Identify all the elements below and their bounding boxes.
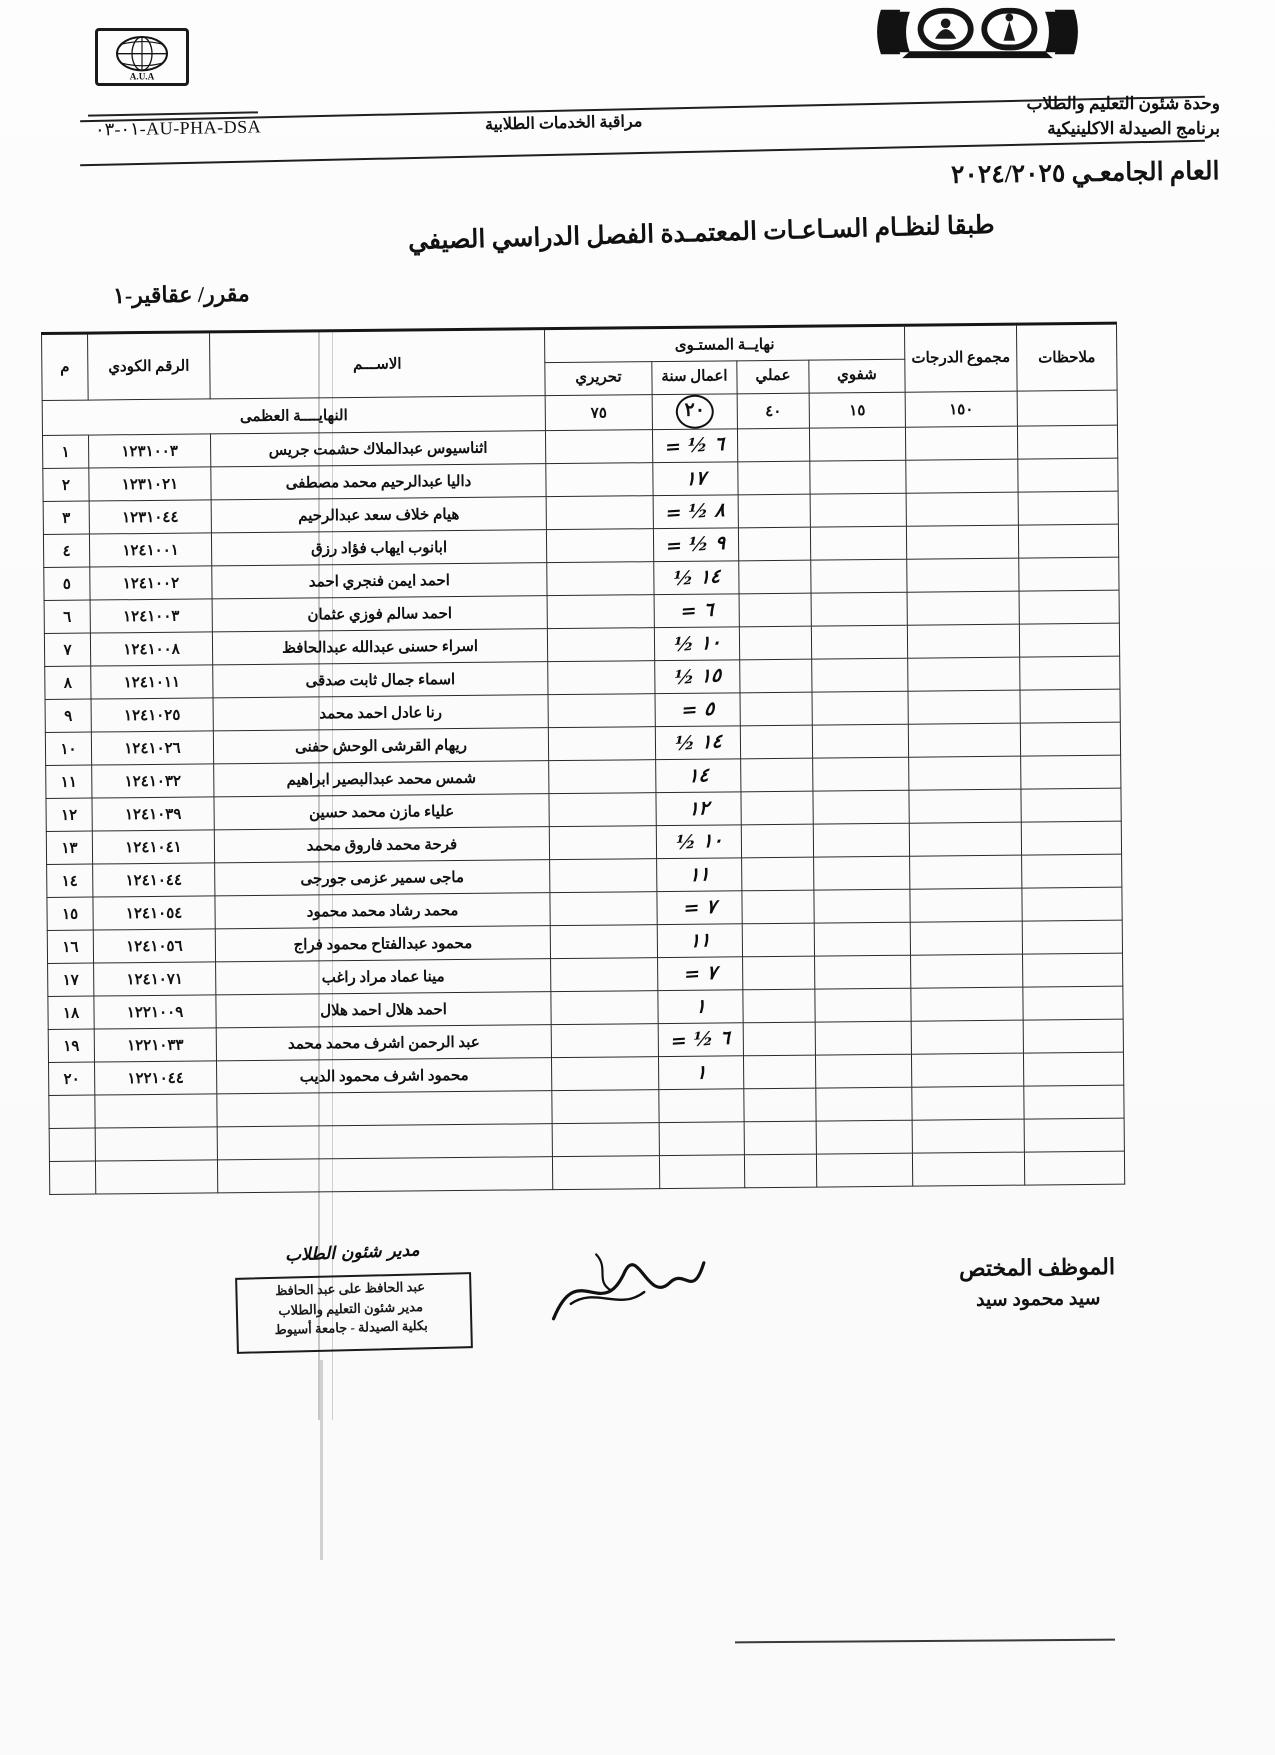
footer-rule	[735, 1639, 1115, 1644]
cell-oral	[813, 790, 909, 824]
cell-written	[546, 463, 653, 497]
handwritten-mark: ١٠ ½	[673, 631, 721, 657]
cell-total	[909, 822, 1021, 856]
cell-empty	[217, 1157, 552, 1193]
cell-empty	[912, 1086, 1024, 1120]
cell-empty	[1024, 1118, 1124, 1152]
cell-total	[911, 987, 1023, 1021]
cell-name: شمس محمد عبدالبصير ابراهيم	[214, 761, 549, 797]
cell-practical	[743, 989, 815, 1023]
cell-practical	[740, 725, 812, 759]
cell-oral	[814, 922, 910, 956]
table-body	[42, 390, 1125, 1194]
col-notes: ملاحظات	[1016, 323, 1117, 391]
cell-notes	[1021, 821, 1121, 855]
doc-code-underline	[88, 111, 258, 116]
cell-practical	[743, 1022, 815, 1056]
cell-practical	[741, 791, 813, 825]
cell-practical	[738, 494, 810, 528]
handwritten-mark: ٧ =	[683, 961, 718, 986]
cell-name: محمود عبدالفتاح محمود فراج	[215, 926, 550, 962]
cell-empty	[1024, 1085, 1124, 1119]
cell-oral	[810, 493, 906, 527]
handwritten-mark: ١٢	[687, 797, 710, 821]
cell-total	[906, 492, 1018, 526]
cell-empty	[659, 1089, 744, 1123]
cell-oral	[810, 526, 906, 560]
table-head	[42, 323, 1118, 400]
cell-code: ١٢٤١٠٢٥	[91, 698, 213, 732]
stamp-line-1: عبد الحافظ على عبد الحافظ	[274, 1278, 426, 1299]
issuing-unit	[1027, 92, 1220, 141]
cell-written	[549, 760, 656, 794]
cell-total	[908, 723, 1020, 757]
cell-yearwork	[658, 1056, 743, 1090]
handwritten-mark: ٥ =	[680, 697, 715, 722]
cell-written	[549, 826, 656, 860]
cell-yearwork	[654, 594, 739, 628]
cell-written	[550, 892, 657, 926]
svg-text:A.U.A: A.U.A	[129, 71, 155, 82]
cell-notes	[1019, 557, 1119, 591]
cell-empty	[49, 1128, 95, 1161]
cell-code: ١٢٤١٠٠٣	[90, 599, 212, 633]
cell-serial: ١٦	[47, 930, 93, 963]
cell-yearwork	[652, 429, 737, 463]
cell-code: ١٢٤١٠٥٦	[93, 929, 215, 963]
cell-code: ١٢٢١٠٤٤	[95, 1061, 217, 1095]
cell-name: احمد ايمن فنجري احمد	[212, 563, 547, 599]
cell-name: فرحة محمد فاروق محمد	[214, 827, 549, 863]
cell-serial: ١٠	[45, 732, 91, 765]
university-emblem	[870, 4, 1085, 60]
cell-empty	[95, 1127, 217, 1161]
cell-oral	[812, 724, 908, 758]
cell-empty	[744, 1121, 816, 1155]
cell-name: هيام خلاف سعد عبدالرحيم	[211, 497, 546, 533]
officer-name: سيد محمود سيد	[975, 1288, 1101, 1311]
cell-oral	[815, 1054, 911, 1088]
cell-yearwork	[657, 924, 742, 958]
cell-notes	[1017, 425, 1117, 459]
cell-oral	[811, 592, 907, 626]
unit-line-2: برنامج الصيدلة الاكلينيكية	[1047, 118, 1220, 138]
official-stamp	[217, 1251, 485, 1353]
handwritten-mark: ٨ ½ =	[665, 498, 726, 525]
unit-line-1: وحدة شئون التعليم والطلاب	[1026, 94, 1220, 113]
cell-written	[546, 529, 653, 563]
cell-notes	[1018, 458, 1118, 492]
cell-code: ١٢٤١٠٤١	[92, 830, 214, 864]
cell-empty	[552, 1156, 659, 1190]
cell-serial: ٢	[43, 468, 89, 501]
cell-notes	[1019, 623, 1119, 657]
cell-practical	[738, 461, 810, 495]
cell-total	[906, 459, 1018, 493]
cell-yearwork	[657, 891, 742, 925]
cell-name: ابانوب ايهاب فؤاد رزق	[211, 530, 546, 566]
cell-yearwork	[656, 759, 741, 793]
cell-written	[548, 661, 655, 695]
cell-notes	[1022, 887, 1122, 921]
cell-empty	[659, 1155, 744, 1189]
cell-code: ١٢٢١٠٠٩	[94, 995, 216, 1029]
officer-title: الموظف المختص	[958, 1254, 1116, 1281]
header-row-1	[42, 323, 1117, 367]
handwritten-mark: ١	[695, 1061, 707, 1085]
cell-oral	[815, 988, 911, 1022]
cell-written	[548, 727, 655, 761]
academic-year-label: العام الجامعـي	[1071, 158, 1221, 188]
cell-yearwork	[654, 561, 739, 595]
cell-yearwork	[653, 495, 738, 529]
document-code: AU-PHA-DSA-٠١-٠٣	[94, 116, 262, 140]
cell-serial: ٣	[43, 501, 89, 534]
cell-total	[910, 888, 1022, 922]
cell-name: اسراء حسنى عبدالله عبدالحافظ	[212, 629, 547, 665]
cell-yearwork	[656, 825, 741, 859]
stamp-line-3: بكلية الصيدلة - جامعة أسيوط	[274, 1317, 428, 1338]
cell-notes	[1018, 524, 1118, 558]
cell-oral	[814, 889, 910, 923]
cell-notes	[1019, 590, 1119, 624]
cell-notes	[1018, 491, 1118, 525]
cell-practical	[743, 956, 815, 990]
handwritten-mark: ١٤ ½	[672, 565, 721, 591]
cell-oral	[811, 625, 907, 659]
cell-written	[548, 694, 655, 728]
cell-code: ١٢٤١٠٢٦	[91, 731, 213, 765]
cell-yearwork	[658, 1023, 743, 1057]
cell-practical	[742, 923, 814, 957]
cell-written	[551, 1057, 658, 1091]
cell-oral	[814, 856, 910, 890]
page-title: طبقا لنظـام السـاعـات المعتمـدة الفصل الدراسي الصيفي	[408, 211, 996, 256]
cell-notes	[1021, 755, 1121, 789]
max-total: ١٥٠	[905, 391, 1017, 427]
cell-total	[908, 690, 1020, 724]
academic-year	[951, 156, 1220, 190]
cell-code: ١٢٤١٠٠٨	[90, 632, 212, 666]
cell-serial: ١١	[46, 765, 92, 798]
cell-code: ١٢٣١٠٤٤	[89, 500, 211, 534]
col-total: مجموع الدرجات	[904, 324, 1017, 392]
cell-practical	[740, 692, 812, 726]
cell-total	[907, 591, 1019, 625]
cell-code: ١٢٤١٠٣٢	[92, 764, 214, 798]
cell-yearwork	[656, 792, 741, 826]
cell-empty	[217, 1091, 552, 1127]
cell-serial: ٦	[44, 600, 90, 633]
cell-notes	[1020, 722, 1120, 756]
col-written: تحريري	[545, 362, 652, 396]
handwritten-mark: ٩ ½ =	[666, 531, 727, 558]
cell-name: محمود اشرف محمود الديب	[217, 1058, 552, 1094]
cell-serial: ١٩	[48, 1029, 94, 1062]
cell-oral	[813, 757, 909, 791]
col-oral: شفوي	[809, 359, 905, 393]
cell-oral	[811, 559, 907, 593]
col-practical: عملي	[737, 360, 809, 394]
cell-code: ١٢٤١٠١١	[91, 665, 213, 699]
handwritten-mark: ١١	[689, 929, 711, 953]
cell-yearwork	[653, 528, 738, 562]
handwritten-mark: ١١	[688, 863, 710, 887]
cell-empty	[1024, 1151, 1124, 1185]
cell-code: ١٢٣١٠٠٣	[88, 434, 210, 468]
handwritten-mark: ١٥ ½	[673, 664, 722, 690]
cell-serial: ١٧	[48, 963, 94, 996]
cell-written	[546, 496, 653, 530]
cell-written	[550, 859, 657, 893]
cell-yearwork	[654, 627, 739, 661]
handwritten-mark: ٦ =	[679, 598, 714, 623]
cell-name: علياء مازن محمد حسين	[214, 794, 549, 830]
cell-code: ١٢٤١٠٤٤	[93, 863, 215, 897]
cell-code: ١٢٣١٠٢١	[89, 467, 211, 501]
cell-empty	[744, 1088, 816, 1122]
cell-total	[907, 558, 1019, 592]
cell-total	[910, 855, 1022, 889]
cell-total	[911, 1020, 1023, 1054]
cell-name: ريهام القرشى الوحش حفنى	[213, 728, 548, 764]
cell-name: احمد هلال احمد هلال	[216, 992, 551, 1028]
cell-yearwork	[658, 957, 743, 991]
cell-serial: ١	[42, 435, 88, 468]
cell-written	[547, 628, 654, 662]
cell-notes	[1022, 854, 1122, 888]
cell-practical	[741, 824, 813, 858]
cell-yearwork	[653, 462, 738, 496]
cell-written	[551, 958, 658, 992]
cell-code: ١٢٤١٠٠١	[89, 533, 211, 567]
max-yearwork-circled: ٢٠	[676, 395, 714, 429]
cell-empty	[552, 1123, 659, 1157]
cell-code: ١٢٢١٠٣٣	[94, 1028, 216, 1062]
cell-code: ١٢٤١٠٧١	[94, 962, 216, 996]
cell-total	[909, 789, 1021, 823]
max-written: ٧٥	[545, 395, 652, 431]
cell-practical	[737, 428, 809, 462]
cell-notes	[1022, 920, 1122, 954]
cell-oral	[813, 823, 909, 857]
cell-written	[545, 430, 652, 464]
cell-total	[911, 1053, 1023, 1087]
cell-empty	[912, 1152, 1024, 1186]
cell-name: مينا عماد مراد راغب	[216, 959, 551, 995]
max-notes	[1017, 390, 1117, 426]
cell-serial: ١٤	[47, 864, 93, 897]
cell-notes	[1023, 1019, 1123, 1053]
cell-serial: ٩	[45, 699, 91, 732]
cell-name: داليا عبدالرحيم محمد مصطفى	[211, 464, 546, 500]
cell-code: ١٢٤١٠٣٩	[92, 797, 214, 831]
cell-empty	[912, 1119, 1024, 1153]
handwritten-mark: ١	[694, 995, 707, 1019]
cell-practical	[739, 560, 811, 594]
cell-serial: ٢٠	[49, 1062, 95, 1095]
col-code: الرقم الكودي	[88, 332, 211, 400]
cell-serial: ٨	[45, 666, 91, 699]
cell-name: محمد رشاد محمد محمود	[215, 893, 550, 929]
cell-practical	[741, 758, 813, 792]
cell-empty	[744, 1154, 816, 1188]
cell-practical	[742, 890, 814, 924]
handwritten-mark: ٦ ½ =	[665, 432, 726, 459]
cell-total	[909, 756, 1021, 790]
aua-logo	[95, 28, 189, 86]
grades-table-wrap	[42, 322, 1125, 1195]
cell-serial: ١٣	[46, 831, 92, 864]
cell-oral	[810, 460, 906, 494]
cell-practical	[739, 593, 811, 627]
cell-yearwork	[655, 726, 740, 760]
cell-serial: ٥	[44, 567, 90, 600]
cell-name: احمد سالم فوزي عثمان	[212, 596, 547, 632]
handwritten-mark: ١٠ ½	[675, 829, 723, 855]
stamp-line-2: مدير شئون التعليم والطلاب	[278, 1298, 424, 1318]
group-header-level-end: نهايــة المستـوى	[544, 325, 904, 362]
cell-serial: ١٥	[47, 897, 93, 930]
cell-empty	[816, 1087, 912, 1121]
handwritten-mark: ١٤	[687, 764, 709, 788]
cell-yearwork	[657, 858, 742, 892]
cell-written	[549, 793, 656, 827]
cell-notes	[1023, 986, 1123, 1020]
cell-notes	[1020, 656, 1120, 690]
col-name: الاســـم	[210, 329, 546, 399]
cell-practical	[743, 1055, 815, 1089]
cell-yearwork	[658, 990, 743, 1024]
scan-fold-line-3	[320, 1360, 323, 1560]
cell-total	[910, 921, 1022, 955]
cell-empty	[49, 1161, 95, 1194]
cell-empty	[95, 1094, 217, 1128]
cell-oral	[812, 658, 908, 692]
handwritten-mark: ٧ =	[682, 895, 717, 920]
cell-notes	[1020, 689, 1120, 723]
cell-notes	[1023, 953, 1123, 987]
max-practical: ٤٠	[737, 393, 809, 429]
cell-name: ماجى سمير عزمى جورجى	[215, 860, 550, 896]
cell-total	[906, 525, 1018, 559]
col-serial: م	[42, 333, 89, 400]
cell-practical	[738, 527, 810, 561]
cell-practical	[739, 626, 811, 660]
student-services-label: مراقبة الخدمات الطلابية	[484, 113, 643, 134]
cell-total	[908, 657, 1020, 691]
cell-empty	[95, 1160, 217, 1194]
cell-notes	[1021, 788, 1121, 822]
cell-empty	[552, 1090, 659, 1124]
cell-total	[905, 426, 1017, 460]
cell-empty	[49, 1095, 95, 1128]
cell-written	[550, 925, 657, 959]
cell-total	[907, 624, 1019, 658]
cell-code: ١٢٤١٠٥٤	[93, 896, 215, 930]
cell-name: اثناسيوس عبدالملاك حشمت جريس	[210, 431, 545, 467]
cell-written	[551, 991, 658, 1025]
cell-empty	[816, 1120, 912, 1154]
handwritten-signature	[538, 1241, 712, 1335]
col-yearwork: اعمال سنة	[652, 361, 737, 395]
cell-notes	[1023, 1052, 1123, 1086]
handwritten-mark: ١٧	[684, 467, 707, 491]
cell-empty	[217, 1124, 552, 1160]
max-yearwork	[652, 394, 737, 430]
cell-practical	[740, 659, 812, 693]
cell-written	[547, 595, 654, 629]
cell-serial: ١٨	[48, 996, 94, 1029]
grades-table	[41, 322, 1125, 1195]
cell-written	[547, 562, 654, 596]
cell-oral	[812, 691, 908, 725]
course-label: مقرر/ عقاقير-١	[113, 280, 251, 309]
cell-oral	[815, 955, 911, 989]
cell-oral	[815, 1021, 911, 1055]
handwritten-mark: ١٤ ½	[674, 730, 722, 756]
handwritten-mark: ٦ ½ =	[670, 1026, 731, 1053]
cell-empty	[816, 1153, 912, 1187]
cell-name: اسماء جمال ثابت صدقى	[213, 662, 548, 698]
cell-code: ١٢٤١٠٠٢	[90, 566, 212, 600]
cell-written	[551, 1024, 658, 1058]
cell-name: عبد الرحمن اشرف محمد محمد	[216, 1025, 551, 1061]
cell-total	[911, 954, 1023, 988]
cell-name: رنا عادل احمد محمد	[213, 695, 548, 731]
academic-year-value: ٢٠٢٤/٢٠٢٥	[951, 160, 1067, 189]
cell-practical	[742, 857, 814, 891]
cell-empty	[659, 1122, 744, 1156]
cell-oral	[809, 427, 905, 461]
max-marks-label: النهايــــة العظمى	[42, 396, 545, 436]
cell-serial: ٤	[43, 534, 89, 567]
cell-yearwork	[655, 660, 740, 694]
cell-yearwork	[655, 693, 740, 727]
cell-serial: ٧	[44, 633, 90, 666]
signature-role-handwritten: مدير شئون الطلاب	[284, 1240, 420, 1266]
cell-serial: ١٢	[46, 798, 92, 831]
max-oral: ١٥	[809, 392, 905, 428]
